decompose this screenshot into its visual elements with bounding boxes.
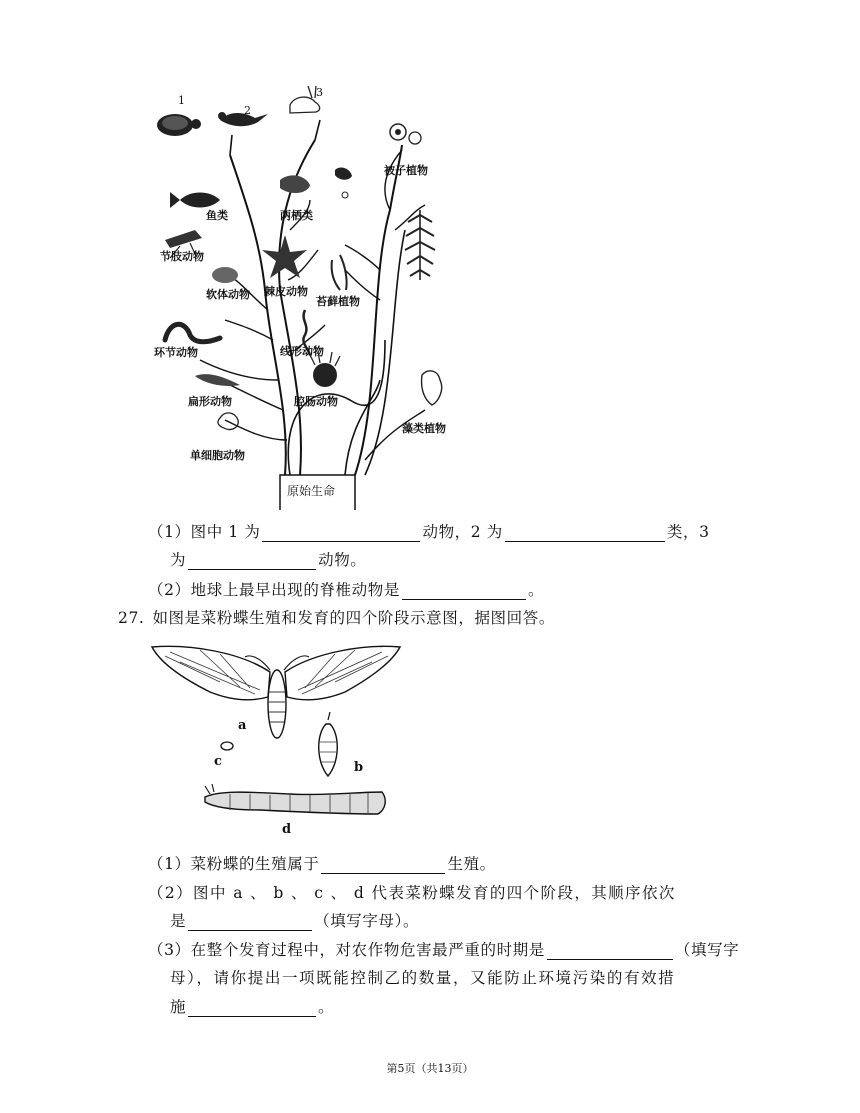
q26-sub2-text-b: 。 xyxy=(527,581,545,599)
butterfly-drawing xyxy=(150,642,410,842)
q27-sub1-text-a: （1）菜粉蝶的生殖属于 xyxy=(148,855,320,873)
q27-sub3-text-a: （3）在整个发育过程中，对农作物危害最严重的时期是 xyxy=(148,941,545,959)
page-footer: 第5页（共13页） xyxy=(386,1062,474,1075)
q27-sub3-line2 xyxy=(170,966,675,988)
tree-number-3: 3 xyxy=(316,86,323,99)
label-annelid: 环节动物 xyxy=(154,346,198,359)
q26-sub2-text-a: （2）地球上最早出现的脊椎动物是 xyxy=(148,581,400,599)
label-algae: 藻类植物 xyxy=(402,422,446,435)
label-coelenterate: 腔肠动物 xyxy=(294,395,338,408)
q27-answer-blank-2[interactable] xyxy=(188,914,312,931)
q27-sub1-text-b: 生殖。 xyxy=(447,855,496,873)
stage-label-a: a xyxy=(238,718,247,733)
label-amphibian: 两栖类 xyxy=(280,209,313,222)
q27-sub3-text-d: 施 xyxy=(170,998,187,1016)
q26-answer-blank-2[interactable] xyxy=(505,525,665,542)
q27-sub2-line2 xyxy=(170,909,419,931)
tree-number-2: 2 xyxy=(244,104,251,117)
tree-trunk-drawing xyxy=(140,80,480,510)
q27-sub3-text-c: 母），请你提出一项既能控制乙的数量，又能防止环境污染的有效措 xyxy=(170,969,676,987)
q27-sub3-line1 xyxy=(148,938,739,960)
label-mollusk: 软体动物 xyxy=(206,288,250,301)
q27-number: 27. xyxy=(118,609,145,627)
q27-sub2-text-c: （填写字母）。 xyxy=(314,912,420,930)
label-arthropod: 节肢动物 xyxy=(160,250,204,263)
evolution-tree-figure xyxy=(140,80,480,510)
tree-number-1: 1 xyxy=(178,94,185,107)
label-flatworm: 扁形动物 xyxy=(188,395,232,408)
q26-sub2-line xyxy=(148,578,544,600)
q27-stem: 如图是菜粉蝶生殖和发育的四个阶段示意图，据图回答。 xyxy=(152,609,555,627)
q26-answer-blank-4[interactable] xyxy=(402,583,526,600)
label-fish: 鱼类 xyxy=(206,209,228,222)
q27-sub3-text-b: （填写字 xyxy=(674,941,740,959)
label-protozoa: 单细胞动物 xyxy=(190,449,245,462)
q26-sub1-text-e: 动物。 xyxy=(318,551,367,569)
label-echinoderm: 棘皮动物 xyxy=(264,285,308,298)
label-nematode: 线形动物 xyxy=(280,345,324,358)
q26-sub1-text-d: 为 xyxy=(170,551,187,569)
q26-answer-blank-3[interactable] xyxy=(188,553,316,570)
stage-label-c: c xyxy=(214,754,222,769)
q27-sub3-line3 xyxy=(170,995,334,1017)
q27-answer-blank-4[interactable] xyxy=(188,1000,316,1017)
q26-sub1-text-c: 类，3 xyxy=(666,523,710,541)
q27-answer-blank-3[interactable] xyxy=(547,943,673,960)
stage-label-d: d xyxy=(282,822,292,837)
q27-answer-blank-1[interactable] xyxy=(321,857,445,874)
q27-sub2-line1 xyxy=(148,881,676,903)
q27-sub3-text-e: 。 xyxy=(318,998,335,1016)
butterfly-lifecycle-figure xyxy=(150,642,410,842)
q27-stem-line xyxy=(118,606,555,628)
stage-label-b: b xyxy=(354,760,364,775)
q26-answer-blank-1[interactable] xyxy=(262,525,420,542)
q26-sub1-text-a: （1）图中 1 为 xyxy=(148,523,261,541)
label-angiosperm: 被子植物 xyxy=(384,164,428,177)
q27-sub2-text-b: 是 xyxy=(170,912,187,930)
q27-sub1-line xyxy=(148,852,496,874)
label-origin: 原始生命 xyxy=(287,484,336,498)
q26-sub1-line2 xyxy=(170,548,366,570)
q26-sub1-line1 xyxy=(148,520,710,542)
q27-sub2-text-a: （2）图中 a 、 b 、 c 、 d 代表菜粉蝶发育的四个阶段，其顺序依次 xyxy=(148,884,676,902)
label-moss: 苔藓植物 xyxy=(316,295,360,308)
q26-sub1-text-b: 动物，2 为 xyxy=(422,523,503,541)
